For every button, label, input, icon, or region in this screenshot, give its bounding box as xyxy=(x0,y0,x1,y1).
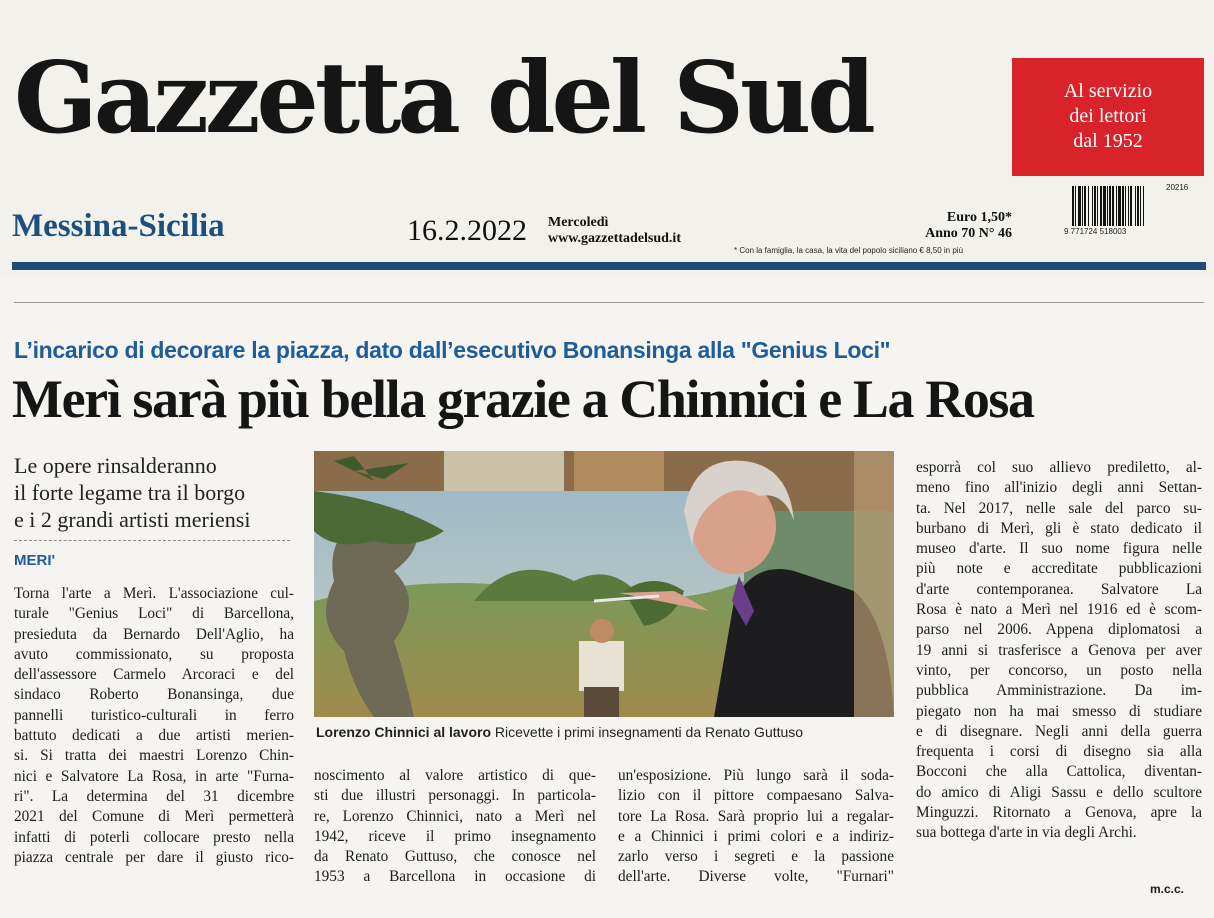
body-text-line: 2021 del Comune di Merì permetterà xyxy=(14,808,294,826)
body-text-line: re, Lorenzo Chinnici, nato a Merì nel xyxy=(314,807,596,825)
barcode-number: 9 771724 518003 xyxy=(1064,227,1127,236)
tagline: * Con la famiglia, la casa, la vita del popolo siciliano € 8,50 in più xyxy=(734,246,964,255)
subhead-line: Le opere rinsalderanno xyxy=(14,453,217,478)
body-text-line: da Renato Guttuso, che conosce nel xyxy=(314,848,596,866)
article-kicker: L’incarico di decorare la piazza, dato dall’esecutivo Bonansinga alla "Genius Loci" xyxy=(14,337,891,363)
subhead-line: e i 2 grandi artisti meriensi xyxy=(14,507,251,532)
body-text-line: 1953 a Barcellona in occasione di xyxy=(314,868,596,886)
section-rule xyxy=(14,302,1204,303)
body-text-line: sti due illustri personaggi. In particola- xyxy=(314,787,596,805)
body-text-line: avuto commissionato, su proposta xyxy=(14,645,294,663)
body-text-line: frequenta i corsi di disegno sia alla xyxy=(916,743,1202,761)
body-text-line: parso nel 2006. Appena diplomatosi a xyxy=(916,621,1202,639)
website-url: www.gazzettadelsud.it xyxy=(548,231,681,246)
body-text-line: piegato non ha mai smesso di studiare xyxy=(916,702,1202,720)
since-1952-box xyxy=(1012,58,1204,176)
newspaper-logo: Gazzetta del Sud xyxy=(14,41,872,156)
body-text-line: vinto, per concorso, un posto nella xyxy=(916,661,1202,679)
price-block xyxy=(892,210,1012,242)
body-text-line: zarlo verso i segreti e la passione xyxy=(618,848,894,866)
article-headline: Merì sarà più bella grazie a Chinnici e La Rosa xyxy=(12,369,1034,429)
article-photo xyxy=(314,451,894,717)
body-column-4 xyxy=(916,458,1202,844)
body-text-line: do amico di Aligi Sassu e dello scultore xyxy=(916,783,1202,801)
body-text-line: e di disegnare. Negli anni della guerra xyxy=(916,722,1202,740)
body-text-line: meno fino all'inizio degli anni Settan- xyxy=(916,479,1202,497)
dateline: MERI' xyxy=(14,552,56,569)
barcode-icon xyxy=(1068,186,1204,246)
body-text-line: tore La Rosa. Sarà proprio lui a regalar- xyxy=(618,807,894,825)
box-line: Al servizio xyxy=(1063,80,1153,102)
issue-date: 16.2.2022 xyxy=(407,214,527,247)
body-text-line: presieduta da Bernardo Dell'Aglio, ha xyxy=(14,625,294,643)
body-text-line: esporrà col suo allievo prediletto, al- xyxy=(916,459,1202,476)
caption-text: Ricevette i primi insegnamenti da Renato Guttuso xyxy=(494,724,804,740)
body-text-line: 1942, riceve il primo insegnamento xyxy=(314,827,596,845)
article-subhead xyxy=(14,452,250,533)
author-signature: m.c.c. xyxy=(1150,882,1185,896)
body-text-line: sua bottega d'arte in via degli Archi. xyxy=(916,824,1137,842)
day-and-url xyxy=(548,215,681,247)
edition-region: Messina-Sicilia xyxy=(12,208,225,244)
body-text-line: dell'arte. Diverse volte, "Furnari" xyxy=(618,868,894,886)
body-text-line: nici e Salvatore La Rosa, in arte "Furna- xyxy=(14,767,294,785)
masthead-rule xyxy=(12,262,1206,270)
body-column-2 xyxy=(314,766,596,888)
body-text-line: burbano di Merì, gli è stato dedicato il xyxy=(916,519,1202,537)
body-text-line: Torna l'arte a Merì. L'associazione cul- xyxy=(14,585,294,602)
box-line: dal 1952 xyxy=(1073,130,1143,152)
body-text-line: un'esposizione. Più lungo sarà il soda- xyxy=(618,767,894,784)
dashed-divider xyxy=(14,540,290,541)
body-text-line: ta. Nel 2017, nelle sale del parco su- xyxy=(916,499,1202,517)
caption-title: Lorenzo Chinnici al lavoro xyxy=(316,724,492,740)
body-text-line: battuto dedicati a due artisti merien- xyxy=(14,727,294,745)
body-text-line: 19 anni si trasferisce a Genova per aver xyxy=(916,641,1202,659)
barcode-code: 20216 xyxy=(1166,183,1189,192)
body-text-line: dell'assessore Carmelo Arcoraci e del xyxy=(14,666,294,684)
body-text-line: infatti di poterli collocare presto nella xyxy=(14,828,294,846)
body-text-line: sindaco Roberto Bonansinga, due xyxy=(14,686,294,704)
masthead xyxy=(0,0,1214,276)
body-text-line: d'arte contemporanea. Salvatore La xyxy=(916,580,1202,598)
body-column-3 xyxy=(618,766,894,888)
weekday: Mercoledì xyxy=(548,215,609,230)
price: Euro 1,50* xyxy=(946,210,1012,225)
body-text-line: pubblica Amministrazione. Da im- xyxy=(916,682,1202,700)
body-text-line: turale "Genius Loci" di Barcellona, xyxy=(14,605,294,623)
body-text-line: ri". La determina del 31 dicembre xyxy=(14,787,294,805)
box-line: dei lettori xyxy=(1069,105,1147,127)
photo-caption xyxy=(316,724,803,740)
painter-photo-image xyxy=(314,451,894,717)
body-column-1 xyxy=(14,584,294,868)
body-text-line: piazza centrale per dare il giusto rico- xyxy=(14,848,294,866)
body-text-line: museo d'arte. Il suo nome figura nelle xyxy=(916,540,1202,558)
body-text-line: lizio con il pittore compaesano Salva- xyxy=(618,787,894,805)
subhead-line: il forte legame tra il borgo xyxy=(14,480,246,505)
body-text-line: si. Si tratta dei maestri Lorenzo Chin- xyxy=(14,747,294,765)
body-text-line: Bocconi che alla Cattolica, diventan- xyxy=(916,763,1202,781)
body-text-line: noscimento al valore artistico di que- xyxy=(314,767,596,784)
issue-number: Anno 70 N° 46 xyxy=(925,226,1012,241)
body-text-line: Rosa è nato a Merì nel 1916 ed è scom- xyxy=(916,601,1202,619)
body-text-line: e a Chinnici i primi colori e a indiriz- xyxy=(618,827,894,845)
body-text-line: Minguzzi. Ritornato a Genova, apre la xyxy=(916,804,1202,822)
body-text-line: pannelli turistico-culturali in ferro xyxy=(14,706,294,724)
body-text-line: più note e accreditate pubblicazioni xyxy=(916,560,1202,578)
